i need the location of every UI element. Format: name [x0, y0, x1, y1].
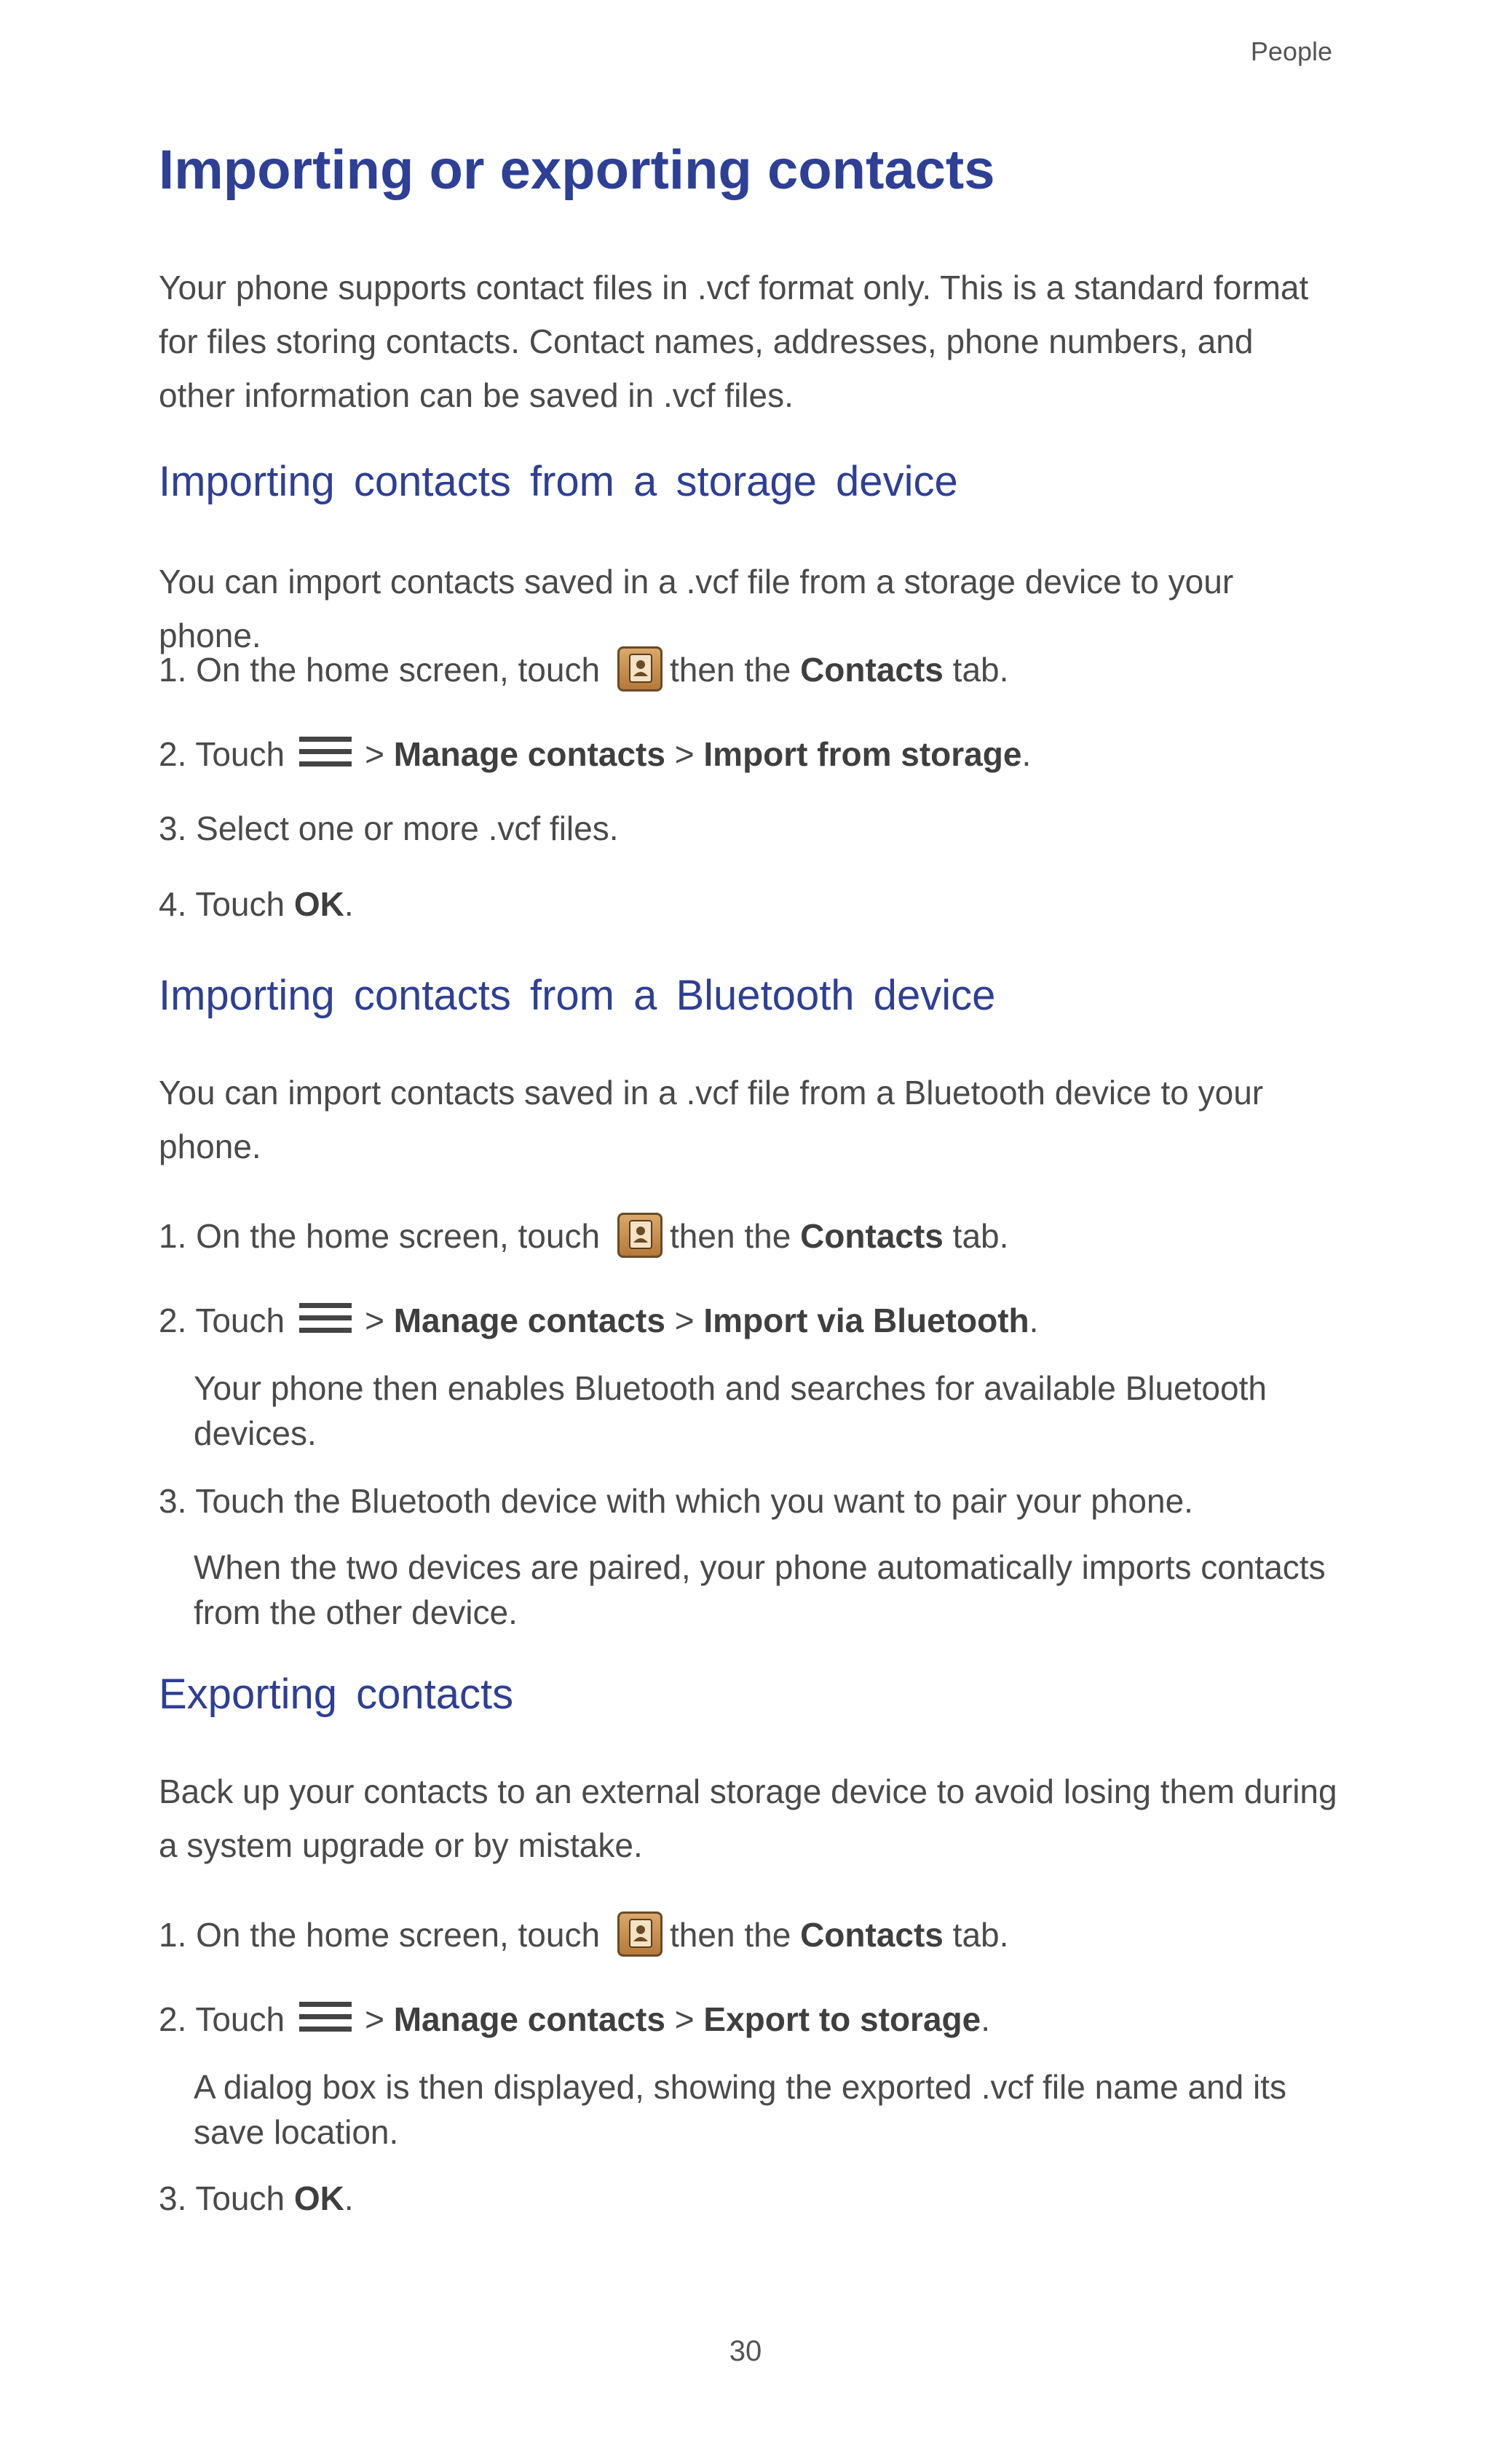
- bluetooth-step-3: [159, 1479, 1193, 1523]
- storage-step-4: [159, 882, 354, 926]
- step-number: 1.: [159, 1217, 187, 1255]
- step-text: On the home screen, touch: [196, 651, 601, 689]
- breadcrumb-separator: >: [674, 735, 695, 773]
- step-text: Touch: [195, 735, 285, 773]
- step-number: 2.: [159, 735, 187, 773]
- manage-contacts-label: Manage contacts: [393, 735, 665, 773]
- bluetooth-step-2-note: Your phone then enables Bluetooth and searches for available Bluetooth devices.: [194, 1369, 1267, 1452]
- step-text: .: [344, 885, 354, 923]
- step-text: Touch: [195, 885, 285, 923]
- step-text: Touch: [195, 2179, 285, 2217]
- step-number: 2.: [159, 2000, 187, 2038]
- import-via-bluetooth-label: Import via Bluetooth: [703, 1302, 1029, 1339]
- step-text: then the: [670, 1217, 791, 1255]
- storage-step-3: [159, 807, 619, 850]
- contacts-tab-label: Contacts: [800, 651, 944, 689]
- step-text: tab.: [952, 1916, 1009, 1954]
- contacts-tab-label: Contacts: [800, 1916, 944, 1954]
- contacts-app-icon: [617, 646, 663, 692]
- export-step-2: [159, 1997, 990, 2041]
- step-number: 2.: [159, 1302, 187, 1339]
- breadcrumb-separator: >: [674, 2000, 695, 2038]
- bluetooth-step-3-note: When the two devices are paired, your phone automatically imports contacts from the other device.: [194, 1548, 1326, 1631]
- storage-step-2: [159, 732, 1031, 776]
- step-text: On the home screen, touch: [196, 1916, 601, 1954]
- export-intro: Back up your contacts to an external storage device to avoid losing them during a system upgrade or by mistake.: [159, 1772, 1337, 1864]
- running-header: People: [1250, 36, 1332, 66]
- section-heading-storage: Importing contacts from a storage device: [159, 458, 958, 505]
- breadcrumb-separator: >: [674, 1302, 695, 1339]
- bluetooth-intro: You can import contacts saved in a .vcf file from a Bluetooth device to your phone.: [159, 1074, 1264, 1165]
- bluetooth-step-2: [159, 1299, 1038, 1342]
- contacts-app-icon: [617, 1213, 663, 1258]
- step-text: then the: [670, 1916, 791, 1954]
- bluetooth-step-1: [159, 1213, 1008, 1258]
- storage-step-1: [159, 646, 1008, 692]
- breadcrumb-separator: >: [365, 735, 384, 773]
- step-text: Touch: [195, 2000, 285, 2038]
- step-text: On the home screen, touch: [196, 1217, 601, 1255]
- section-heading-export: Exporting contacts: [159, 1671, 514, 1718]
- page-title: Importing or exporting contacts: [159, 139, 995, 201]
- breadcrumb-separator: >: [365, 2000, 384, 2038]
- ok-label: OK: [293, 885, 344, 923]
- menu-icon: [299, 734, 352, 770]
- contacts-app-icon: [617, 1912, 663, 1957]
- step-number: 1.: [159, 651, 187, 689]
- step-text: .: [1029, 1302, 1039, 1339]
- export-step-1: [159, 1912, 1008, 1957]
- step-text: Select one or more .vcf files.: [196, 809, 619, 847]
- step-number: 3.: [159, 2179, 187, 2217]
- export-step-3: [159, 2176, 354, 2220]
- step-text: tab.: [952, 651, 1009, 689]
- step-text: Touch the Bluetooth device with which you want to pair your phone.: [195, 1482, 1193, 1520]
- breadcrumb-separator: >: [365, 1302, 384, 1339]
- storage-intro: You can import contacts saved in a .vcf file from a storage device to your phone.: [159, 563, 1234, 654]
- page-number: 30: [729, 2335, 762, 2367]
- export-step-2-note: A dialog box is then displayed, showing the exported .vcf file name and its save location.: [194, 2068, 1287, 2151]
- step-text: .: [1021, 735, 1032, 773]
- step-text: tab.: [952, 1217, 1009, 1255]
- contacts-tab-label: Contacts: [800, 1217, 944, 1255]
- menu-icon: [299, 1999, 352, 2035]
- ok-label: OK: [293, 2179, 344, 2217]
- step-number: 1.: [159, 1916, 187, 1954]
- step-text: then the: [670, 651, 791, 689]
- step-text: Touch: [195, 1302, 285, 1339]
- step-number: 4.: [159, 885, 187, 923]
- step-text: .: [981, 2000, 990, 2038]
- manage-contacts-label: Manage contacts: [393, 1302, 665, 1339]
- step-number: 3.: [159, 1482, 187, 1520]
- import-from-storage-label: Import from storage: [703, 735, 1022, 773]
- export-to-storage-label: Export to storage: [703, 2000, 981, 2038]
- step-number: 3.: [159, 809, 187, 847]
- intro-paragraph: Your phone supports contact files in .vcf format only. This is a standard format for files storing contacts. Contact names, addresses, phone numbers, and other information can be saved in .vcf files.: [159, 269, 1309, 414]
- menu-icon: [299, 1300, 352, 1336]
- manage-contacts-label: Manage contacts: [393, 2000, 665, 2038]
- section-heading-bluetooth: Importing contacts from a Bluetooth device: [159, 972, 996, 1019]
- step-text: .: [344, 2179, 354, 2217]
